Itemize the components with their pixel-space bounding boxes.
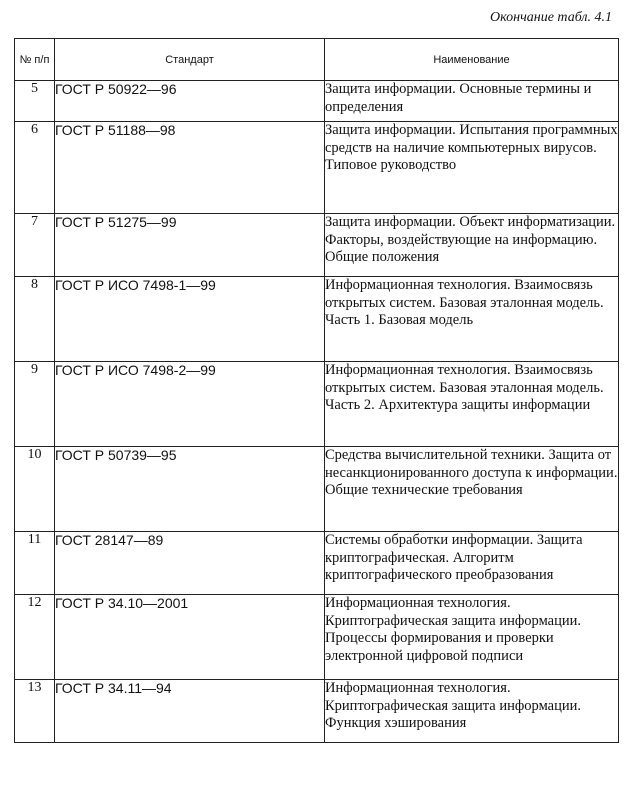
table-caption: Окончание табл. 4.1 <box>490 10 612 25</box>
row-name: Защита информации. Испытания программных средств на наличие компьютерных вирусов. Типовое руководство <box>325 122 619 214</box>
header-num: № п/п <box>15 39 55 81</box>
row-standard: ГОСТ Р 34.10—2001 <box>55 595 325 680</box>
row-name: Информационная технология. Взаимосвязь открытых систем. Базовая эталонная модель. Часть 2. Архитектура защиты информации <box>325 362 619 447</box>
header-name: Наименование <box>325 39 619 81</box>
row-standard: ГОСТ Р 50739—95 <box>55 447 325 532</box>
row-name: Информационная технология. Криптографическая защита информации. Функция хэширования <box>325 680 619 743</box>
row-num: 7 <box>15 214 55 277</box>
table-row <box>15 362 619 447</box>
row-num: 13 <box>15 680 55 743</box>
row-name: Информационная технология. Криптографическая защита информации. Процессы формирования и проверки электронной цифровой подписи <box>325 595 619 680</box>
row-standard: ГОСТ 28147—89 <box>55 532 325 595</box>
table-row <box>15 277 619 362</box>
row-standard: ГОСТ Р 50922—96 <box>55 81 325 122</box>
row-num: 11 <box>15 532 55 595</box>
row-name: Системы обработки информации. Защита криптографическая. Алгоритм криптографического преобразования <box>325 532 619 595</box>
table-row <box>15 214 619 277</box>
table-row <box>15 532 619 595</box>
row-name: Защита информации. Основные термины и определения <box>325 81 619 122</box>
row-standard: ГОСТ Р 34.11—94 <box>55 680 325 743</box>
row-num: 9 <box>15 362 55 447</box>
row-num: 8 <box>15 277 55 362</box>
row-standard: ГОСТ Р ИСО 7498-2—99 <box>55 362 325 447</box>
header-standard: Стандарт <box>55 39 325 81</box>
table-row <box>15 680 619 743</box>
row-num: 6 <box>15 122 55 214</box>
row-name: Защита информации. Объект информатизации. Факторы, воздействующие на информацию. Общие положения <box>325 214 619 277</box>
standards-table <box>14 38 619 743</box>
table-row <box>15 81 619 122</box>
row-standard: ГОСТ Р 51188—98 <box>55 122 325 214</box>
row-num: 12 <box>15 595 55 680</box>
row-num: 10 <box>15 447 55 532</box>
row-name: Информационная технология. Взаимосвязь открытых систем. Базовая эталонная модель. Часть 1. Базовая модель <box>325 277 619 362</box>
table-row <box>15 595 619 680</box>
row-num: 5 <box>15 81 55 122</box>
row-standard: ГОСТ Р 51275—99 <box>55 214 325 277</box>
row-name: Средства вычислительной техники. Защита от несанкционированного доступа к информации. Общие технические требования <box>325 447 619 532</box>
row-standard: ГОСТ Р ИСО 7498-1—99 <box>55 277 325 362</box>
table-row <box>15 447 619 532</box>
table-row <box>15 122 619 214</box>
table-header-row <box>15 39 619 81</box>
